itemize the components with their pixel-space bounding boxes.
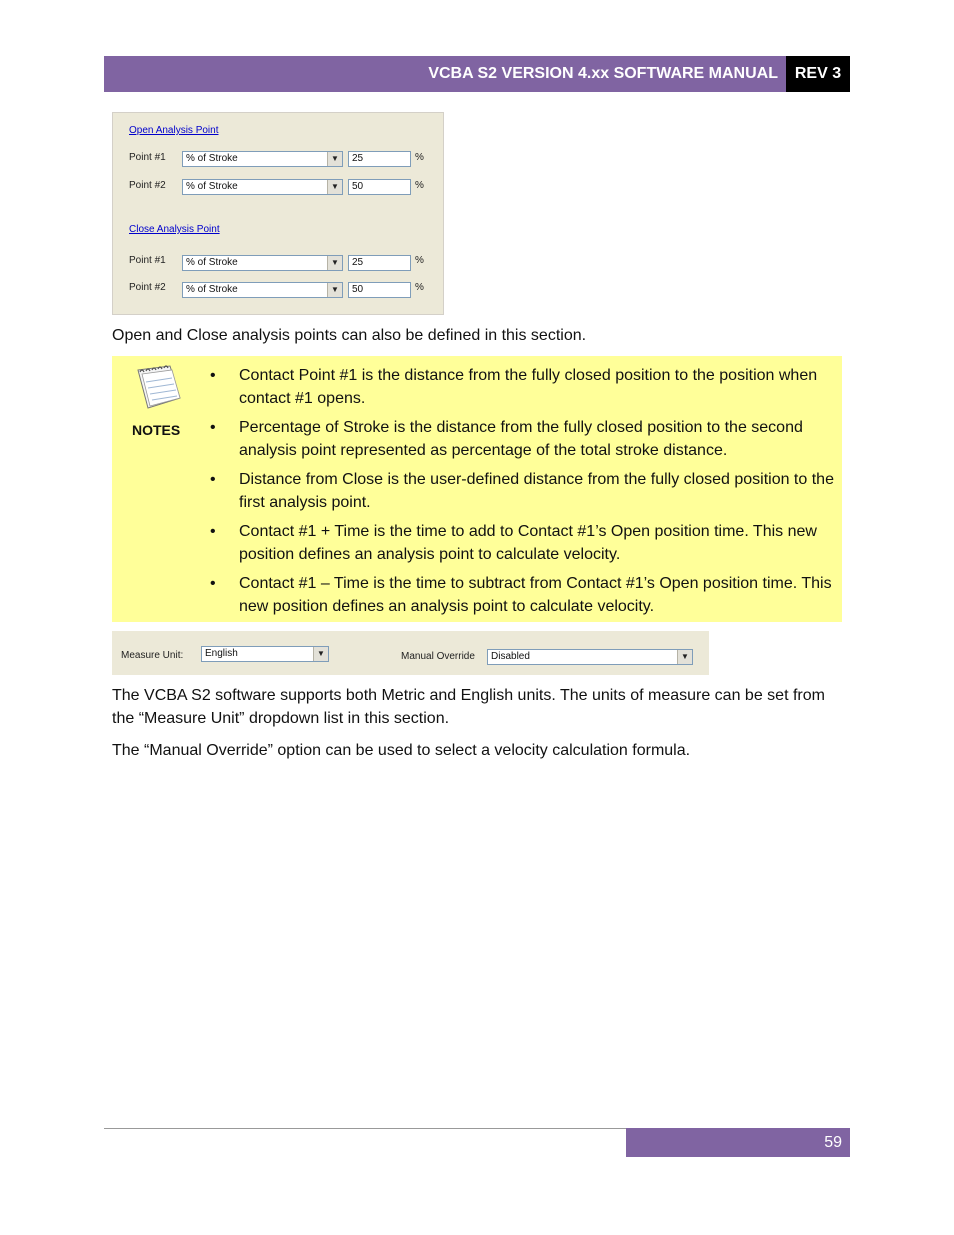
page-number: 59: [824, 1133, 842, 1151]
measure-unit-panel: [112, 631, 709, 675]
measure-unit-select[interactable]: [201, 646, 329, 662]
header-rev: REV 3: [786, 56, 850, 92]
close-point2-label: Point #2: [129, 282, 166, 293]
close-point1-label: Point #1: [129, 255, 166, 266]
close-point1-method-value: % of Stroke: [186, 257, 238, 268]
open-point2-method-value: % of Stroke: [186, 181, 238, 192]
close-point2-method-value: % of Stroke: [186, 284, 238, 295]
paragraph-measure-unit: The VCBA S2 software supports both Metric and English units. The units of measure can be set from the “Measure Unit” dropdown list in this section.: [112, 687, 825, 727]
manual-override-value: Disabled: [491, 651, 530, 662]
analysis-point-panel: [112, 112, 444, 315]
open-point1-method-select[interactable]: [182, 151, 343, 167]
note-item: • Contact #1 – Time is the time to subtract from Contact #1’s Open position time. This new position defines an analysis point to calculate velocity.: [208, 572, 838, 618]
close-analysis-point-link[interactable]: Close Analysis Point: [129, 224, 220, 235]
close-point1-value-input[interactable]: 25: [348, 255, 411, 271]
note-item: • Percentage of Stroke is the distance from the fully closed position to the second analysis point represented as percentage of the total stroke distance.: [208, 416, 838, 462]
footer-page-box: [626, 1128, 850, 1157]
notes-label: NOTES: [132, 422, 181, 438]
open-point1-label: Point #1: [129, 152, 166, 163]
chevron-down-icon[interactable]: ▼: [327, 256, 342, 270]
open-point1-value-input[interactable]: 25: [348, 151, 411, 167]
open-point1-unit: %: [415, 152, 424, 163]
paragraph-manual-override: The “Manual Override” option can be used to select a velocity calculation formula.: [112, 742, 691, 759]
open-point2-value-input[interactable]: 50: [348, 179, 411, 195]
note-item: • Contact #1 + Time is the time to add to Contact #1’s Open position time. This new position defines an analysis point to calculate velocity.: [208, 520, 838, 566]
close-point2-method-select[interactable]: [182, 282, 343, 298]
open-point1-method-value: % of Stroke: [186, 153, 238, 164]
manual-override-label: Manual Override: [401, 651, 475, 662]
notes-list: [208, 364, 838, 624]
header-bar: [104, 56, 786, 92]
notepad-icon: [130, 364, 184, 414]
close-point2-value-input[interactable]: 50: [348, 282, 411, 298]
footer-divider: [104, 1128, 626, 1129]
note-item: • Distance from Close is the user-defined distance from the fully closed position to the first analysis point.: [208, 468, 838, 514]
paragraph-analysis-points: Open and Close analysis points can also be defined in this section.: [112, 327, 587, 344]
measure-unit-value: English: [205, 648, 238, 659]
chevron-down-icon[interactable]: ▼: [327, 283, 342, 297]
close-point2-unit: %: [415, 282, 424, 293]
manual-override-select[interactable]: [487, 649, 693, 665]
note-item: • Contact Point #1 is the distance from the fully closed position to the position when contact #1 opens.: [208, 364, 838, 410]
open-analysis-point-link[interactable]: Open Analysis Point: [129, 125, 219, 136]
open-point2-method-select[interactable]: [182, 179, 343, 195]
chevron-down-icon[interactable]: ▼: [313, 647, 328, 661]
chevron-down-icon[interactable]: ▼: [327, 152, 342, 166]
measure-unit-label: Measure Unit:: [121, 650, 184, 661]
notes-box: [112, 356, 842, 622]
header-title: VCBA S2 VERSION 4.xx SOFTWARE MANUAL: [428, 65, 778, 82]
close-point1-unit: %: [415, 255, 424, 266]
chevron-down-icon[interactable]: ▼: [677, 650, 692, 664]
open-point2-unit: %: [415, 180, 424, 191]
close-point1-method-select[interactable]: [182, 255, 343, 271]
chevron-down-icon[interactable]: ▼: [327, 180, 342, 194]
open-point2-label: Point #2: [129, 180, 166, 191]
